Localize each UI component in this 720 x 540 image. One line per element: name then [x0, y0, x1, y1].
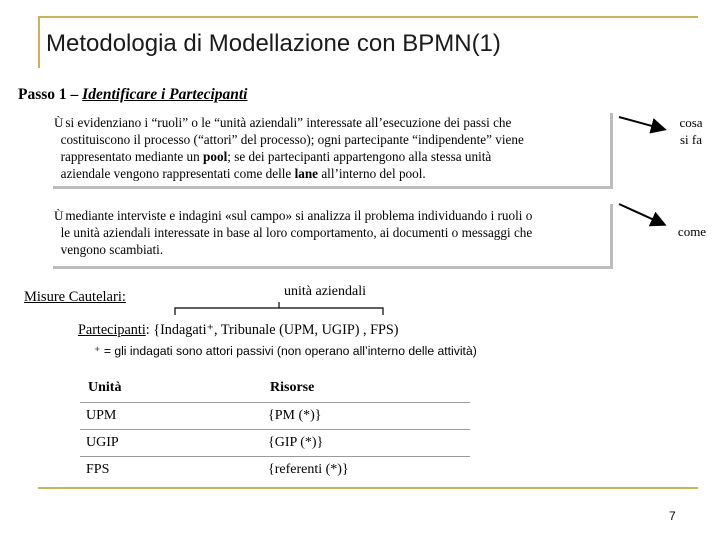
footnote: ⁺ = gli indagati sono attori passivi (non operano all’interno delle attività) — [94, 344, 477, 358]
side1-line-2: si fa — [679, 132, 703, 147]
cell-resource: {PM (*)} — [268, 408, 322, 423]
unita-brace — [175, 302, 383, 315]
side1-line-1: cosa — [679, 115, 703, 130]
step-prefix: Passo 1 – — [18, 86, 83, 103]
bullet-icon: Ù — [54, 115, 64, 130]
box1-line-1: si evidenziano i “ruoli” o le “unità aziendali” interessate all’esecuzione dei passi che — [65, 115, 512, 130]
term-lane: lane — [294, 166, 319, 181]
page-number: 7 — [669, 509, 676, 523]
box1-line-2: costituiscono il processo (“attori” del processo); ogni partecipante “indipendente” viene — [60, 132, 524, 147]
cell-unit: UGIP — [86, 435, 119, 450]
box2-line-1: mediante interviste e indagini «sul campo» si analizza il problema individuando i ruoli o — [65, 208, 533, 223]
table-row — [80, 403, 470, 430]
arrow-to-come — [619, 204, 663, 224]
box2-line-2: le unità aziendali interessate in base al loro comportamento, ai documenti o messaggi che — [60, 225, 533, 240]
slide-title: Metodologia di Modellazione con BPMN(1) — [46, 30, 501, 57]
misure-cautelari-label: Misure Cautelari: — [24, 289, 126, 305]
participants-label: Partecipanti — [78, 322, 146, 338]
box1-line-4b: all’interno del pool. — [318, 166, 426, 181]
cell-unit: FPS — [86, 462, 110, 477]
cell-resource: {GIP (*)} — [268, 435, 324, 450]
box1-line-3a: rappresentato mediante un — [60, 149, 204, 164]
resources-table — [80, 374, 470, 483]
cell-resource: {referenti (*)} — [268, 462, 349, 477]
unita-aziendali-label: unità aziendali — [284, 284, 367, 299]
table-row — [80, 457, 470, 484]
table-row — [80, 430, 470, 457]
header-risorse: Risorse — [270, 380, 315, 395]
table-header-row — [80, 374, 470, 403]
arrow-to-cosa — [619, 117, 663, 129]
cell-unit: UPM — [86, 408, 117, 423]
box1-line-3b: ; se dei partecipanti appartengono alla stessa unità — [227, 149, 492, 164]
side-label-come: come — [677, 224, 707, 239]
box2-line-3: vengono scambiati. — [60, 242, 164, 257]
box1-line-4a: aziendale vengono rappresentati come delle — [60, 166, 295, 181]
header-unita: Unità — [88, 380, 122, 395]
participants-set: : {Indagati⁺, Tribunale (UPM, UGIP) , FPS) — [145, 322, 399, 338]
term-pool: pool — [203, 149, 228, 164]
bullet-icon: Ù — [54, 208, 64, 223]
step-emphasis: Identificare i Partecipanti — [82, 86, 248, 103]
participants-line — [78, 322, 399, 339]
